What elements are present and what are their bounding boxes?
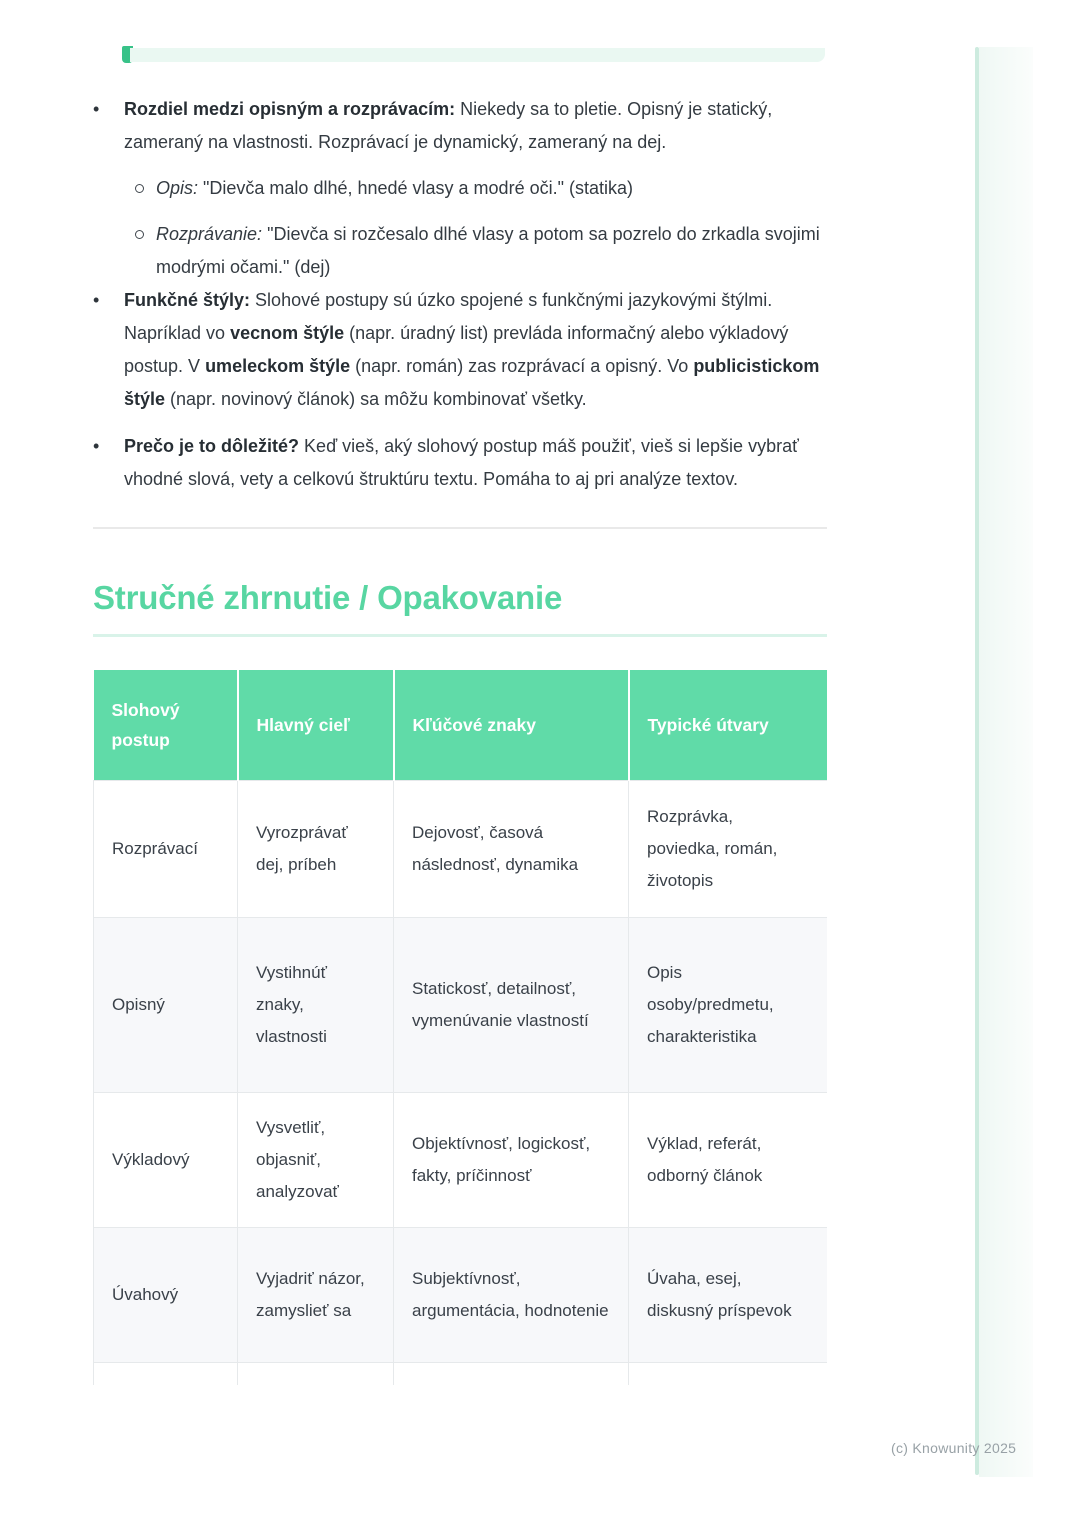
table-cell: Vyjadriť názor, zamyslieť sa xyxy=(238,1227,394,1362)
table-cell: Vystihnúť znaky, vlastnosti xyxy=(238,917,394,1092)
table-cell-empty xyxy=(94,1362,238,1385)
sub-bullet-text xyxy=(156,218,827,284)
text-segment: Prečo je to dôležité? xyxy=(124,436,300,456)
table-cell-empty xyxy=(238,1362,394,1385)
table-row xyxy=(94,1227,828,1362)
summary-table-body xyxy=(94,780,828,1385)
table-cell-empty xyxy=(629,1362,828,1385)
table-row xyxy=(94,1092,828,1227)
table-cell: Objektívnosť, logickosť, fakty, príčinnosť xyxy=(394,1092,629,1227)
section-heading: Stručné zhrnutie / Opakovanie xyxy=(93,579,563,616)
copyright-label: (c) Knowunity 2025 xyxy=(891,1440,1017,1456)
bullet-text xyxy=(124,430,827,496)
table-header-cell: Slohový postup xyxy=(94,670,238,780)
disc-bullet-icon: • xyxy=(93,436,100,456)
table-cell-empty xyxy=(394,1362,629,1385)
table-cell: Opisný xyxy=(94,917,238,1092)
table-row-partial xyxy=(94,1362,828,1385)
table-cell: Statickosť, detailnosť, vymenúvanie vlastností xyxy=(394,917,629,1092)
table-row xyxy=(94,780,828,917)
text-segment: Keď vieš, aký slohový postup máš použiť, vieš si lepšie vybrať vhodné slová, vety a celkovú štruktúru textu. Pomáha to aj pri analýze textov. xyxy=(124,436,799,489)
sub-bullet-item xyxy=(135,218,827,284)
bullet-item xyxy=(93,430,827,496)
disc-bullet-icon: • xyxy=(93,290,100,310)
summary-table xyxy=(93,670,827,1385)
text-segment: umeleckom štýle xyxy=(205,356,351,376)
table-cell: Výkladový xyxy=(94,1092,238,1227)
table-cell: Opis osoby/predmetu, charakteristika xyxy=(629,917,828,1092)
text-segment: Rozdiel medzi opisným a rozprávacím: xyxy=(124,99,456,119)
table-header-cell: Kľúčové znaky xyxy=(394,670,629,780)
text-segment: Slohové postupy sú úzko spojené s funkčnými jazykovými štýlmi. Napríklad vo xyxy=(124,290,773,343)
page-edge-line xyxy=(975,47,979,1475)
table-cell: Úvaha, esej, diskusný príspevok xyxy=(629,1227,828,1362)
text-segment: Niekedy sa to pletie. Opisný je statický, zameraný na vlastnosti. Rozprávací je dynamický, zameraný na dej. xyxy=(124,99,773,152)
page-edge-band xyxy=(979,47,1033,1477)
table-cell: Rozprávka, poviedka, román, životopis xyxy=(629,780,828,917)
table-cell: Dejovosť, časová následnosť, dynamika xyxy=(394,780,629,917)
header-row xyxy=(94,670,828,780)
text-segment: publicistickom štýle xyxy=(124,356,820,409)
bullet-text xyxy=(124,284,827,416)
text-segment: (napr. román) zas rozprávací a opisný. Vo xyxy=(350,356,694,376)
bullet-text xyxy=(124,93,827,159)
text-segment: Rozprávanie: xyxy=(156,224,263,244)
text-segment: "Dievča si rozčesalo dlhé vlasy a potom sa pozrelo do zrkadla svojimi modrými očami." (dej) xyxy=(156,224,820,277)
sub-bullet-item xyxy=(135,172,827,205)
table-cell: Rozprávací xyxy=(94,780,238,917)
table-cell: Úvahový xyxy=(94,1227,238,1362)
text-segment: Funkčné štýly: xyxy=(124,290,251,310)
text-segment: "Dievča malo dlhé, hnedé vlasy a modré oči." (statika) xyxy=(198,178,633,198)
content-column xyxy=(93,0,827,1385)
bullet-item xyxy=(93,284,827,416)
text-segment: vecnom štýle xyxy=(230,323,345,343)
disc-bullet-icon: • xyxy=(93,99,100,119)
summary-table-clip xyxy=(93,670,827,1385)
table-row xyxy=(94,917,828,1092)
bullet-item xyxy=(93,93,827,159)
section-divider xyxy=(93,527,827,529)
text-segment: Opis: xyxy=(156,178,199,198)
text-segment: (napr. úradný list) prevláda informačný alebo výkladový postup. V xyxy=(124,323,789,376)
table-cell: Subjektívnosť, argumentácia, hodnotenie xyxy=(394,1227,629,1362)
table-header-cell: Hlavný cieľ xyxy=(238,670,394,780)
table-cell: Výklad, referát, odborný článok xyxy=(629,1092,828,1227)
table-cell: Vyrozprávať dej, príbeh xyxy=(238,780,394,917)
table-cell: Vysvetliť, objasniť, analyzovať xyxy=(238,1092,394,1227)
summary-table-head xyxy=(94,670,828,780)
sub-bullet-text xyxy=(156,172,827,205)
heading-underline xyxy=(93,634,827,637)
table-header-cell: Typické útvary xyxy=(629,670,828,780)
text-segment: (napr. novinový článok) sa môžu kombinovať všetky. xyxy=(165,389,587,409)
bullet-list xyxy=(93,93,827,496)
